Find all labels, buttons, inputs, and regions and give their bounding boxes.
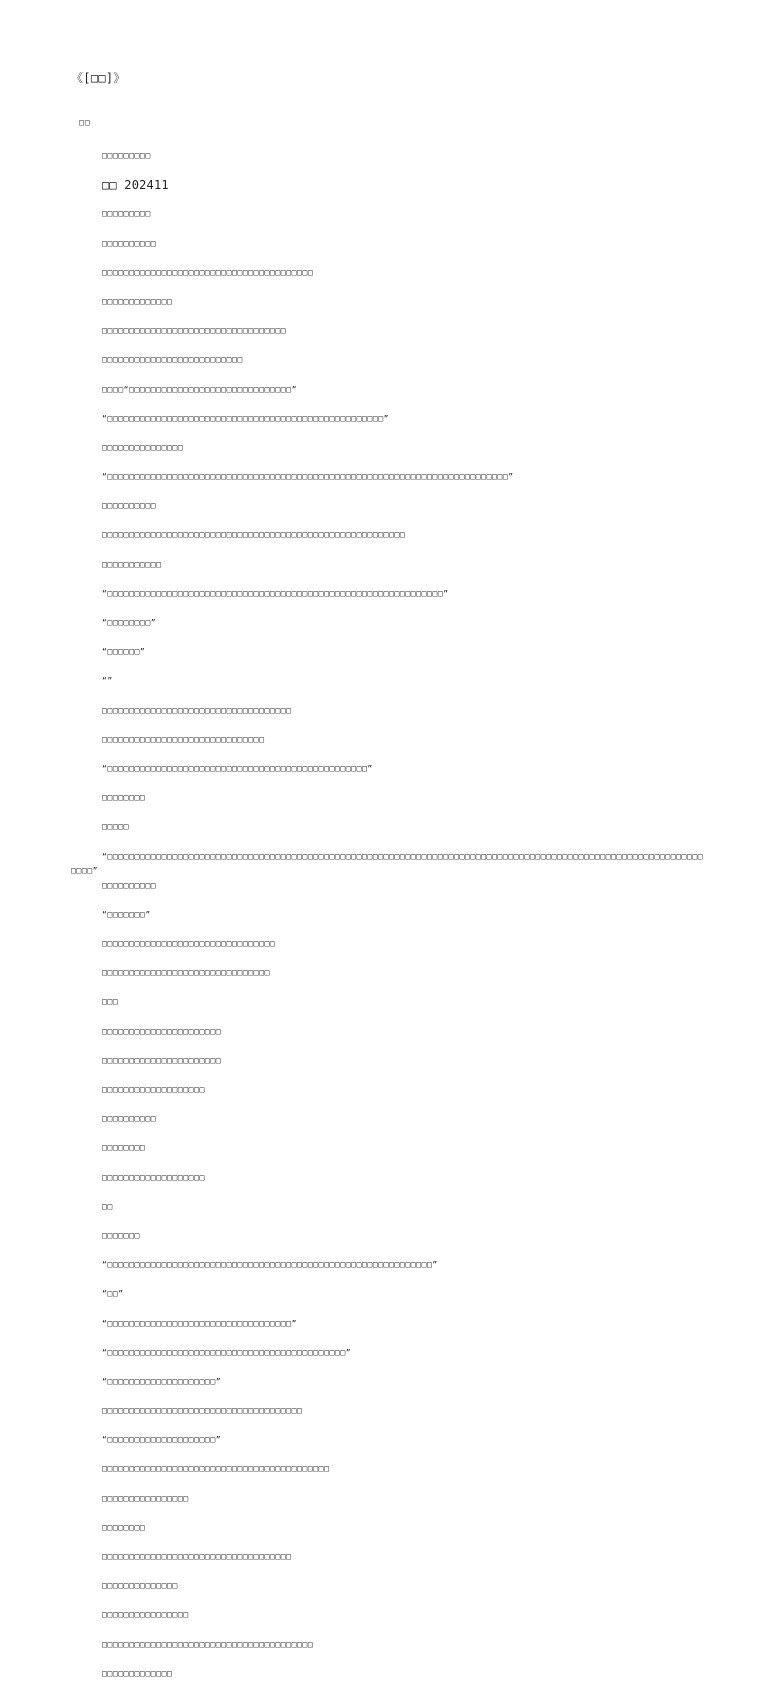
section-heading: □□ — [79, 118, 91, 127]
text-line: “□□□□□□□□□□□□□□□□□□□□□□□□□□□□□□□□□□□□□□□□□□□□□□□□□□□□□□□□□□□□□□□□□□□□□□□□□□” — [102, 472, 514, 482]
text-line: □□□□□□□□□□□□□□ — [102, 1581, 178, 1591]
text-line: “□□□□□□□□□□□□□□□□□□□□□□□□□□□□□□□□□□□□□□□□□□□□□□□□” — [102, 763, 373, 773]
text-line: □□□□□□□□□ — [102, 209, 151, 219]
text-line: □□□□□□□□□□□□□□□□□□□□□□□□□□□□□□□□□□□□□□□ — [102, 1639, 314, 1649]
text-line: □□□□□□□□□□□□□□□ — [102, 442, 184, 452]
text-line: □□□□□□□□□□□□□□□□□□□□□□□□□□ — [102, 355, 243, 365]
text-line: □□□□□□□□ — [102, 1522, 146, 1532]
text-line: “□□□□□□” — [102, 647, 146, 657]
text-line: □□□□□□□□□□□□□□□□□□□□□□□□□□□□□□□□□□□□□ — [102, 1406, 303, 1416]
text-line: □□□□□□□□□ — [102, 151, 151, 160]
text-line: □□□□“□□□□□□□□□□□□□□□□□□□□□□□□□□□□□□” — [102, 384, 297, 394]
text-line: □□□□□□□□□□□□□□□□□□□□□□□□□□□□□□□□□□□□□□□□□□ — [102, 1464, 330, 1474]
text-line: □□□□□□□□□□□□□□□□□□□□□□ — [102, 1055, 222, 1065]
text-line: □□□□□□□□ — [102, 793, 146, 803]
text-line: □□□□□□□□□□□□□□□□□□□□□□ — [102, 1026, 222, 1036]
text-line: “□□□□□□□□□□□□□□□□□□□□” — [102, 1435, 222, 1445]
text-line: □□□□□□□□ — [102, 1143, 146, 1153]
text-line: □□□□□□□ — [102, 1230, 140, 1240]
text-line: □□□□□□□□□□□□□□□□□□□□□□□□□□□□□□ — [102, 734, 265, 744]
text-line: □□□□□□□□□□□□□□□□□□□□□□□□□□□□□□□□□□□□□□□ — [102, 267, 314, 277]
text-line: □□□□□□□□□□□□□□□□□□□□□□□□□□□□□□□□□□□ — [102, 1552, 292, 1561]
text-line: □□□□□□□□□□□□□□□□ — [102, 1493, 189, 1503]
text-line: □□□□□□□□□□□□□□□□□□□□□□□□□□□□□□□ — [102, 968, 270, 978]
text-line: □□□□□□□□□□□□□□□□ — [102, 1610, 189, 1620]
text-line: □□□□□□□□□□□□□ — [102, 1668, 173, 1678]
text-line: “□□□□□□□□□□□□□□□□□□□□□□□□□□□□□□□□□□□□□□□□□□□□” — [102, 1347, 352, 1357]
text-line: □□□□□□□□□□□□□□□□□□□ — [102, 1085, 205, 1094]
text-line: □□□□□□□□□□□□□□□□□□□□□□□□□□□□□□□□□□□□□□□□□□□□□□□□□□□□□□□□ — [102, 530, 406, 540]
text-line: “□□□□□□□□□□□□□□□□□□□□□□□□□□□□□□□□□□□□□□□□□□□□□□□□□□□□□□□□□□□□□□” — [102, 588, 449, 598]
text-line: □□□□□□□□□□ — [102, 238, 157, 248]
text-line: □□□□□□□□□□□□□ — [102, 296, 173, 306]
text-line: “□□□□□□□□” — [102, 618, 157, 627]
text-line: □□ — [102, 1201, 113, 1211]
text-line: “” — [102, 676, 113, 686]
text-line: □□□□□□□□□□□□□□□□□□□□□□□□□□□□□□□□□□ — [102, 326, 287, 336]
text-line: “□□□□□□□□□□□□□□□□□□□□” — [102, 1376, 222, 1386]
document-title: 《[□□]》 — [71, 71, 126, 85]
text-line: □□□□□□□□□□ — [102, 1114, 157, 1124]
document-body — [0, 149, 768, 1696]
text-line: □□ 202411 — [102, 178, 169, 193]
text-line: “□□” — [102, 1289, 124, 1299]
text-line: □□□ — [102, 997, 119, 1007]
text-line: □□□□□□□□□□□□□□□□□□□ — [102, 1172, 205, 1182]
text-line: “□□□□□□□□□□□□□□□□□□□□□□□□□□□□□□□□□□□□□□□□□□□□□□□□□□□” — [102, 413, 390, 423]
text-line: □□□□□□□□□□ — [102, 880, 157, 890]
text-line: □□□□□□□□□□□□□□□□□□□□□□□□□□□□□□□□ — [102, 939, 276, 949]
text-line: □□□□□ — [102, 822, 130, 832]
text-line: □□□□□□□□□□□ — [102, 559, 162, 569]
text-line: “□□□□□□□□□□□□□□□□□□□□□□□□□□□□□□□□□□□□□□□□□□□□□□□□□□□□□□□□□□□□□□□□□□□□□□□□□□□□□□□□□□□□□□□□□□□□□□□□□□□□□□□□□□□□□□ □□□□” — [71, 851, 704, 876]
text-line: “□□□□□□□” — [102, 909, 151, 919]
text-line: “□□□□□□□□□□□□□□□□□□□□□□□□□□□□□□□□□□” — [102, 1318, 297, 1328]
text-line: “□□□□□□□□□□□□□□□□□□□□□□□□□□□□□□□□□□□□□□□□□□□□□□□□□□□□□□□□□□□□” — [102, 1260, 438, 1270]
text-line: □□□□□□□□□□□□□□□□□□□□□□□□□□□□□□□□□□□ — [102, 705, 292, 715]
text-line: □□□□□□□□□□ — [102, 501, 157, 511]
